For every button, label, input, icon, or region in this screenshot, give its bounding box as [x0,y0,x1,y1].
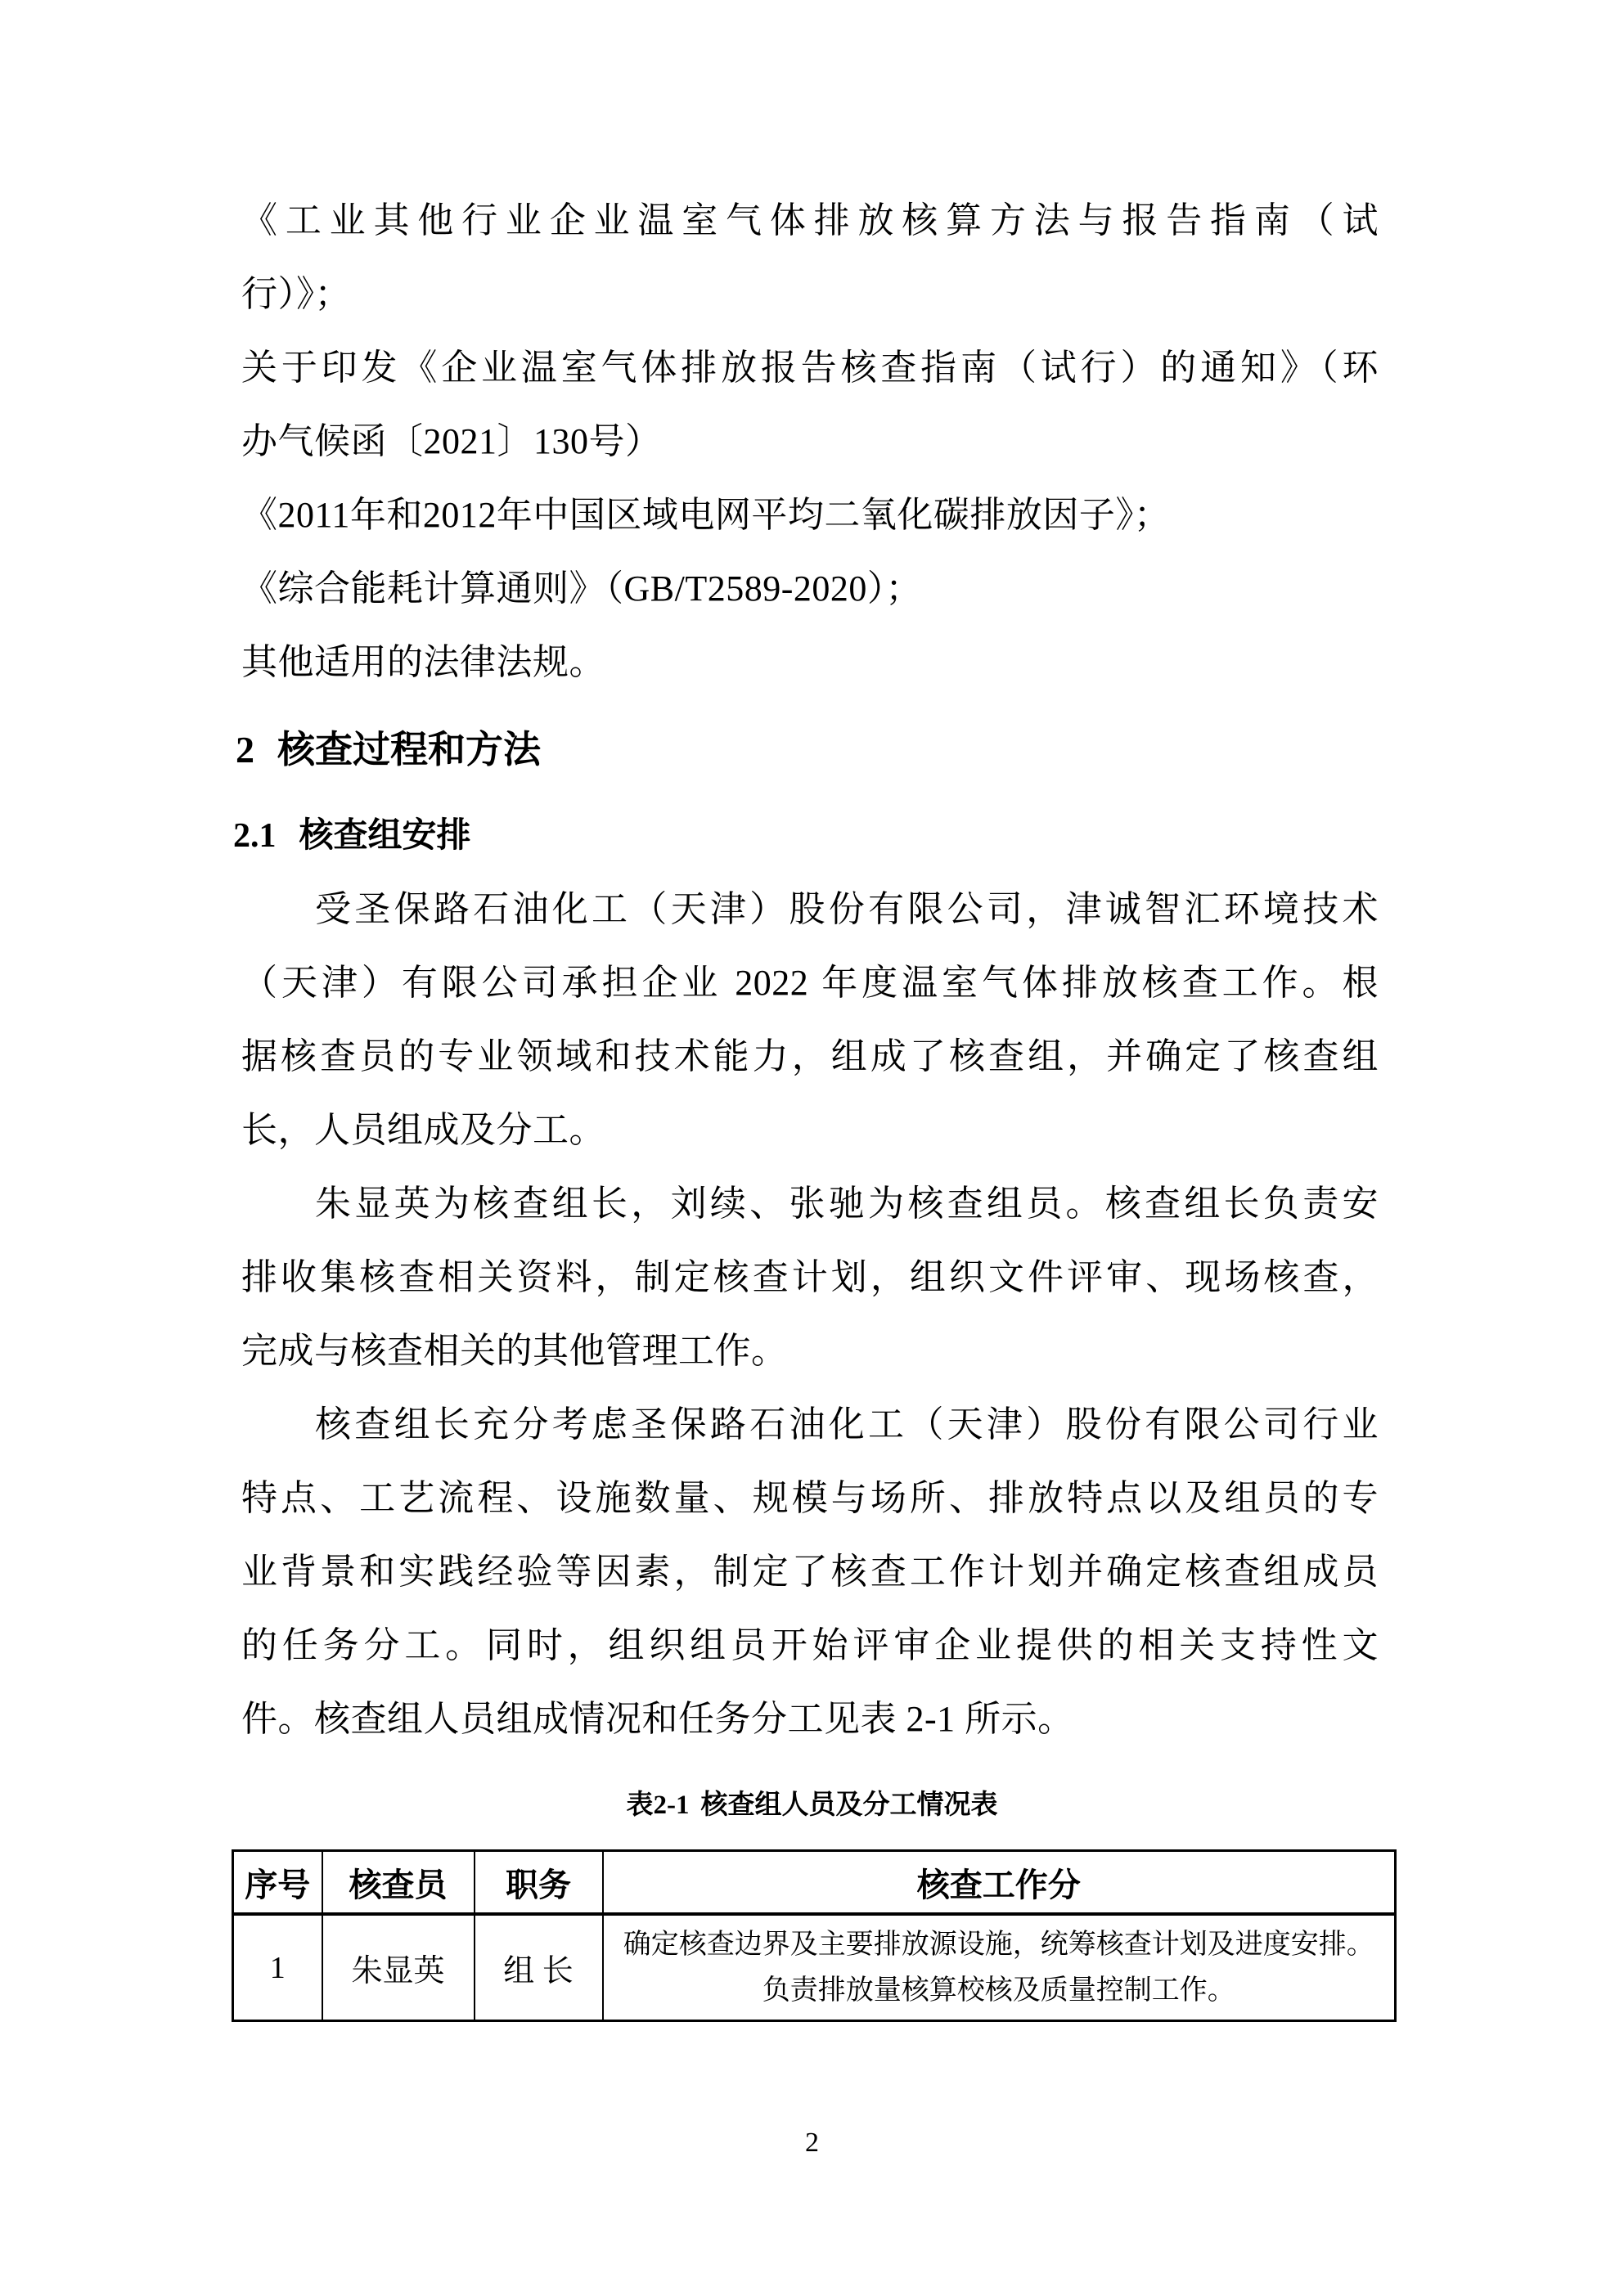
text-line: 特点、工艺流程、设施数量、规模与场所、排放特点以及组员的专 [241,1478,1379,1518]
table-caption [0,1786,1624,1823]
table-row [233,1914,1396,2021]
header-verifier: 核查员 [322,1851,475,1915]
subsection-heading [233,812,471,859]
section-title: 核查过程和方法 [277,728,541,771]
text-line: 朱显英为核查组长，刘续、张驰为核查组员。核查组长负责安 [315,1184,1379,1224]
text-line: 件。核查组人员组成情况和任务分工见表 2-1 所示。 [241,1699,1074,1739]
duty-line: 负责排放量核算校核及质量控制工作。 [762,1975,1235,2006]
references-block [241,184,1379,699]
text-line: 完成与核查相关的其他管理工作。 [241,1331,788,1371]
text-line: 关于印发《企业温室气体排放报告核查指南（试行）的通知》（环 [241,348,1379,388]
text-line: 排收集核查相关资料，制定核查计划，组织文件评审、现场核查， [241,1257,1379,1297]
text-line: 《2011年和2012年中国区域电网平均二氧化碳排放因子》； [241,495,1171,535]
cell-role: 组 长 [475,1914,603,2021]
text-line: 业背景和实践经验等因素，制定了核查工作计划并确定核查组成员 [241,1552,1379,1592]
paragraph [241,1167,1379,1388]
text-line: 其他适用的法律法规。 [241,642,605,682]
paragraph [241,331,1379,479]
section-number: 2 [236,729,254,771]
text-line: 《工业其他行业企业温室气体排放核算方法与报告指南（试 [241,200,1379,240]
paragraph [241,873,1379,1167]
verification-team-table [232,1849,1397,2022]
header-role: 职务 [475,1851,603,1915]
cell-duty [603,1914,1396,2021]
body-block [241,873,1379,1756]
paragraph [241,1388,1379,1756]
text-line: 核查组长充分考虑圣保路石油化工（天津）股份有限公司行业 [315,1404,1379,1445]
text-line: 据核查员的专业领域和技术能力，组成了核查组，并确定了核查组 [241,1036,1379,1076]
duty-line: 确定核查边界及主要排放源设施，统筹核查计划及进度安排。 [623,1929,1374,1960]
cell-seq: 1 [233,1914,322,2021]
subsection-title: 核查组安排 [299,816,471,854]
text-line: （天津）有限公司承担企业 2022 年度温室气体排放核查工作。根 [241,963,1379,1003]
text-line: 长，人员组成及分工。 [241,1110,605,1150]
paragraph [241,479,1379,552]
header-seq: 序号 [233,1851,322,1915]
paragraph [241,184,1379,331]
text-line: 行）》； [241,274,351,314]
subsection-number: 2.1 [233,817,277,855]
paragraph [241,626,1379,699]
page-number: 2 [805,2128,819,2158]
header-duty: 核查工作分 [603,1851,1396,1915]
text-line: 办气候函〔2021〕130号） [241,421,662,461]
table-caption-title: 核查组人员及分工情况表 [700,1789,998,1819]
text-line: 的任务分工。同时，组织组员开始评审企业提供的相关支持性文 [241,1625,1379,1665]
text-line: 受圣保路石油化工（天津）股份有限公司，津诚智汇环境技术 [315,889,1379,929]
section-heading [236,725,541,775]
cell-verifier-name: 朱显英 [322,1914,475,2021]
table-caption-number: 表2-1 [626,1791,690,1820]
table-header-row [233,1851,1396,1915]
text-line: 《综合能耗计算通则》（GB/T2589-2020）； [241,568,922,609]
paragraph [241,552,1379,626]
